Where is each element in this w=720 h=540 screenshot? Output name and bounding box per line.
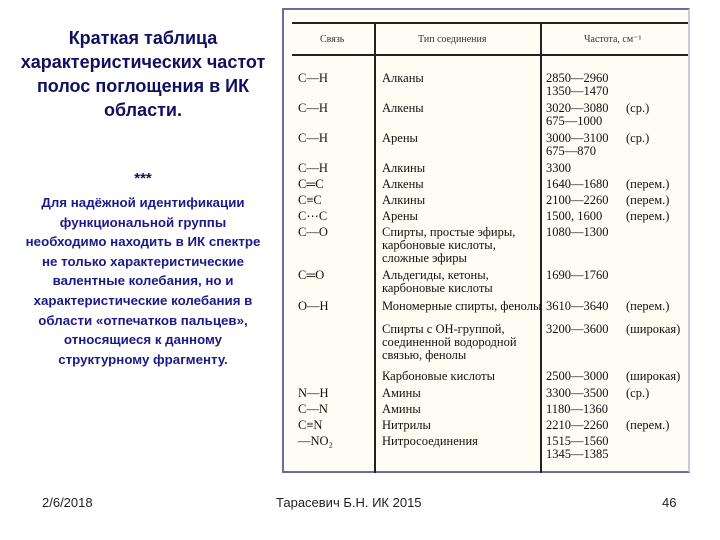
cell-type: Нитрилы [382, 418, 431, 432]
cell-bond: O—H [298, 299, 329, 313]
cell-freq: 1080—1300 [546, 225, 609, 239]
cell-type: Нитросоединения [382, 434, 478, 448]
cell-note: (перем.) [626, 193, 670, 207]
cell-freq: 3610—3640 [546, 299, 609, 313]
cell-bond: C—H [298, 161, 328, 175]
cell-bond: C≡C [298, 193, 322, 207]
cell-freq: 3200—3600 [546, 322, 609, 336]
cell-type: Алкины [382, 193, 426, 207]
footer-date: 2/6/2018 [42, 495, 93, 510]
cell-bond: C—O [298, 225, 328, 239]
cell-bond: C—H [298, 131, 328, 145]
cell-type: Карбоновые кислоты [382, 369, 495, 383]
cell-bond: C—N [298, 402, 328, 416]
cell-note: (ср.) [626, 386, 650, 400]
cell-bond: N—H [298, 386, 329, 400]
cell-note: (перем.) [626, 177, 670, 191]
cell-type: Алкены [382, 101, 424, 115]
cell-note: (перем.) [626, 209, 670, 223]
cell-freq: 3300 [546, 161, 571, 175]
header-bond: Связь [320, 34, 345, 45]
header-freq: Частота, см⁻¹ [584, 34, 642, 45]
cell-freq: 1690—1760 [546, 268, 609, 282]
cell-type: Арены [382, 209, 418, 223]
cell-type: Амины [382, 402, 421, 416]
cell-bond: C—H [298, 101, 328, 115]
cell-freq: 2500—3000 [546, 369, 609, 383]
cell-note: (широкая) [626, 369, 681, 383]
footer-author: Тарасевич Б.Н. ИК 2015 [276, 495, 422, 510]
header-type: Тип соединения [418, 34, 487, 45]
cell-type: Алканы [382, 71, 424, 85]
cell-type: Спирты с OH-группой, соединенной водородной связью, фенолы [382, 322, 517, 362]
cell-freq: 1515—1560 1345—1385 [546, 434, 609, 461]
cell-bond: C⋯C [298, 209, 328, 223]
cell-type: Амины [382, 386, 421, 400]
page-number: 46 [662, 495, 677, 510]
cell-note: (ср.) [626, 101, 650, 115]
cell-bond: C≡N [298, 418, 323, 432]
slide-title: Краткая таблица характеристических частот полос поглощения в ИК области. [20, 28, 266, 120]
cell-freq: 2100—2260 [546, 193, 609, 207]
cell-type: Алкены [382, 177, 424, 191]
cell-freq: 3020—3080 675—1000 [546, 101, 609, 128]
col-divider [540, 22, 542, 54]
header-rule [292, 54, 688, 56]
cell-bond: —NO₂ [298, 434, 333, 448]
table-top-rule [292, 22, 688, 24]
col-divider [374, 56, 376, 473]
cell-note: (перем.) [626, 299, 670, 313]
cell-bond: C—H [298, 71, 328, 85]
separator: *** [134, 170, 152, 187]
cell-type: Мономерные спирты, фенолы [382, 299, 542, 313]
cell-note: (широкая) [626, 322, 681, 336]
cell-freq: 1500, 1600 [546, 209, 603, 223]
cell-note: (ср.) [626, 131, 650, 145]
cell-bond: C═C [298, 177, 324, 191]
cell-note: (перем.) [626, 418, 670, 432]
cell-freq: 2210—2260 [546, 418, 609, 432]
cell-freq: 1180—1360 [546, 402, 609, 416]
cell-bond: C═O [298, 268, 325, 282]
cell-freq: 2850—2960 1350—1470 [546, 71, 609, 98]
cell-freq: 3300—3500 [546, 386, 609, 400]
cell-freq: 3000—3100 675—870 [546, 131, 609, 158]
cell-freq: 1640—1680 [546, 177, 609, 191]
slide-note: Для надёжной идентификации функциональной группы необходимо находить в ИК спектре не только характеристические валентные колебания, но и характеристические колебания в области «отпечатков пальцев», относящиеся к данному структурному фрагменту. [25, 195, 261, 367]
cell-type: Арены [382, 131, 418, 145]
cell-type: Алкины [382, 161, 426, 175]
col-divider [374, 22, 376, 54]
cell-type: Альдегиды, кетоны, карбоновые кислоты [382, 268, 493, 295]
cell-type: Спирты, простые эфиры, карбоновые кислоты, сложные эфиры [382, 225, 516, 265]
ir-frequency-table [282, 8, 690, 473]
